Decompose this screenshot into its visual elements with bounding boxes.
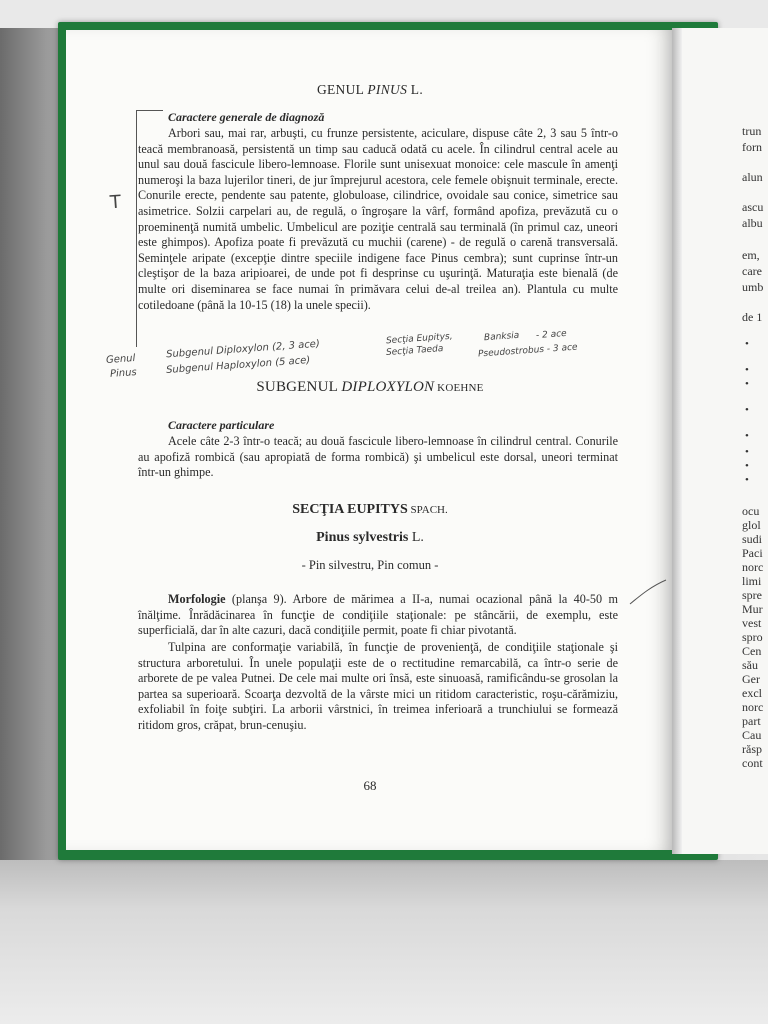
facing-page-fragment: Paci xyxy=(742,546,763,560)
facing-page-fragment: Mur xyxy=(742,602,763,616)
facing-page-fragment: ocu xyxy=(742,504,760,518)
margin-pen-stroke xyxy=(628,578,668,608)
book-page-right xyxy=(682,28,768,854)
facing-page-fragment: norc xyxy=(742,700,764,714)
facing-page-fragment: care xyxy=(742,264,762,278)
facing-page-fragment: alun xyxy=(742,170,763,184)
book-page-left xyxy=(66,30,674,850)
facing-page-fragment: Ger xyxy=(742,672,760,686)
facing-page-fragment: ascu xyxy=(742,200,764,214)
facing-page-fragment: em, xyxy=(742,248,760,262)
morphology-paragraph-1: Morfologie (planşa 9). Arbore de mărimea a II-a, numai ocazional până la 40-50 m înălţime. Înrădăcinarea în funcţie de condiţiile staţionale: pe stâncării, de exemplu, este superficială, dar în alte cazuri, dacă condiţiile permit, poate fi chiar pivotantă. xyxy=(138,592,618,638)
facing-page-fragment: de 1 xyxy=(742,310,763,324)
facing-page-bullet: • xyxy=(745,460,749,472)
particular-characters-paragraph: Acele câte 2-3 într-o teacă; au două fascicule libero-lemnoase în cilindrul central. Conurile au apofiză rombică (sau apropiată de forma rombică) şi umbelicul este dorsal, uneori terminat într-un ghimpe. xyxy=(138,434,618,480)
page-number: 68 xyxy=(363,778,377,793)
subgenus-heading: SUBGENUL DIPLOXYLON KOEHNE xyxy=(256,379,484,395)
facing-page-bullet: • xyxy=(745,404,749,416)
facing-page-fragment: răsp xyxy=(742,742,762,756)
facing-page-bullet: • xyxy=(745,378,749,390)
facing-page-fragment: spre xyxy=(742,588,762,602)
handwritten-note-sectia-eupitys: Secţia Eupitys, xyxy=(385,331,453,347)
book-spine xyxy=(672,28,682,854)
facing-page-fragment: glol xyxy=(742,518,761,532)
particular-characters-heading: Caractere particulare xyxy=(168,418,275,432)
section-heading: SECŢIA EUPITYS SPACH. xyxy=(292,502,448,517)
facing-page-bullet: • xyxy=(745,364,749,376)
facing-page-fragment: part xyxy=(742,714,761,728)
morphology-paragraph-2: Tulpina are conformaţie variabilă, în funcţie de provenienţă, de condiţiile staţionale şi structura arboretului. În unele populaţii este de o rectitudine remarcabilă, ca într-o serie de arborete de pe valea Putnei. De cele mai multe ori însă, este sinuoasă, ramificându-se grosolan la partea sa superioară. Scoarţa dezvoltă de la vârste mici un ritidom caracteristic, roşu-cărămiziu, exfoliabil în foiţe subţiri. La arborii vârstnici, în treimea inferioară a trunchiului se formează ritidom gros, crăpat, brun-cenuşiu. xyxy=(138,640,618,732)
common-names: - Pin silvestru, Pin comun - xyxy=(301,558,439,572)
handwritten-note-genul: Genul xyxy=(105,352,136,367)
handwritten-note-pinus: Pinus xyxy=(109,367,138,380)
handwritten-note-pseudostrobus: Pseudostrobus - 3 ace xyxy=(477,342,578,360)
facing-page-fragment: trun xyxy=(742,124,762,138)
facing-page-fragment: limi xyxy=(742,574,762,588)
facing-page-fragment: norc xyxy=(742,560,764,574)
general-characters-heading: Caractere generale de diagnoză xyxy=(168,110,325,124)
species-heading: Pinus sylvestris L. xyxy=(316,530,424,545)
running-head: GENUL PINUS L. xyxy=(316,82,424,97)
facing-page-fragment: cont xyxy=(742,756,763,770)
margin-mark: T xyxy=(109,191,122,214)
facing-page-fragment: albu xyxy=(742,216,763,230)
handwritten-note-diploxylon: Subgenul Diploxylon (2, 3 ace) xyxy=(165,338,321,361)
facing-page-fragment: Cau xyxy=(742,728,762,742)
handwritten-note-haploxylon: Subgenul Haploxylon (5 ace) xyxy=(165,354,311,377)
facing-page-bullet: • xyxy=(745,446,749,458)
handwritten-note-banksia: Banksia xyxy=(483,330,520,344)
handwritten-note-2-ace: - 2 ace xyxy=(535,328,568,342)
facing-page-bullet: • xyxy=(745,474,749,486)
facing-page-fragment: său xyxy=(742,658,758,672)
facing-page-fragment: excl xyxy=(742,686,762,700)
facing-page-fragment: vest xyxy=(742,616,762,630)
facing-page-fragment: umb xyxy=(742,280,764,294)
facing-page-bullet: • xyxy=(745,338,749,350)
scan-background-bottom xyxy=(0,860,768,1024)
facing-page-fragment: Cen xyxy=(742,644,762,658)
facing-page-bullet: • xyxy=(745,430,749,442)
general-characters-paragraph: Arbori sau, mai rar, arbuşti, cu frunze persistente, aciculare, dispuse câte 2, 3 sau 5 într-o teacă membranoasă, persistentă un timp sau caducă odată cu acele. În cilindrul central acele au unul sau două fascicule libero-lemnoase. Florile sunt unisexuat monoice: cele mascule în amenţi numeroşi la baza lujerilor tineri, de jur împrejurul acestora, cele femele obişnuit terminale, erecte. Conurile erecte, pendente sau patente, globuloase, cilindrice, ovoidale sau conice, simetrice sau asimetrice. Solzii carpelari au, de regulă, o îngroşare la vârf, formând apofiza, prevăzută cu o proeminenţă numită umbelic. Umbelicul are poziţie centrală sau terminală (în primul caz, uneori este ghimpos). Apofiza poate fi prevăzută cu muchii (carene) - de regulă o carenă transversală. Seminţele aripate (excepţie dintre speciile indigene face Pinus cembra); sunt cuprinse într-un cleştişor de la baza aripioarei, de unde pot fi desprinse cu uşurinţă. Maturaţia este bienală (de multe ori diseminarea se face numai în primăvara celui de-al treilea an). Plantula cu multe cotiledoane (până la 10-15 (18) la unele specii). xyxy=(138,126,618,312)
facing-page-fragment: forn xyxy=(742,140,762,154)
margin-bracket xyxy=(136,110,163,347)
facing-page-fragment: spro xyxy=(742,630,763,644)
handwritten-note-sectia-taeda: Secţia Taeda xyxy=(385,344,444,358)
facing-page-fragment: sudi xyxy=(742,532,763,546)
